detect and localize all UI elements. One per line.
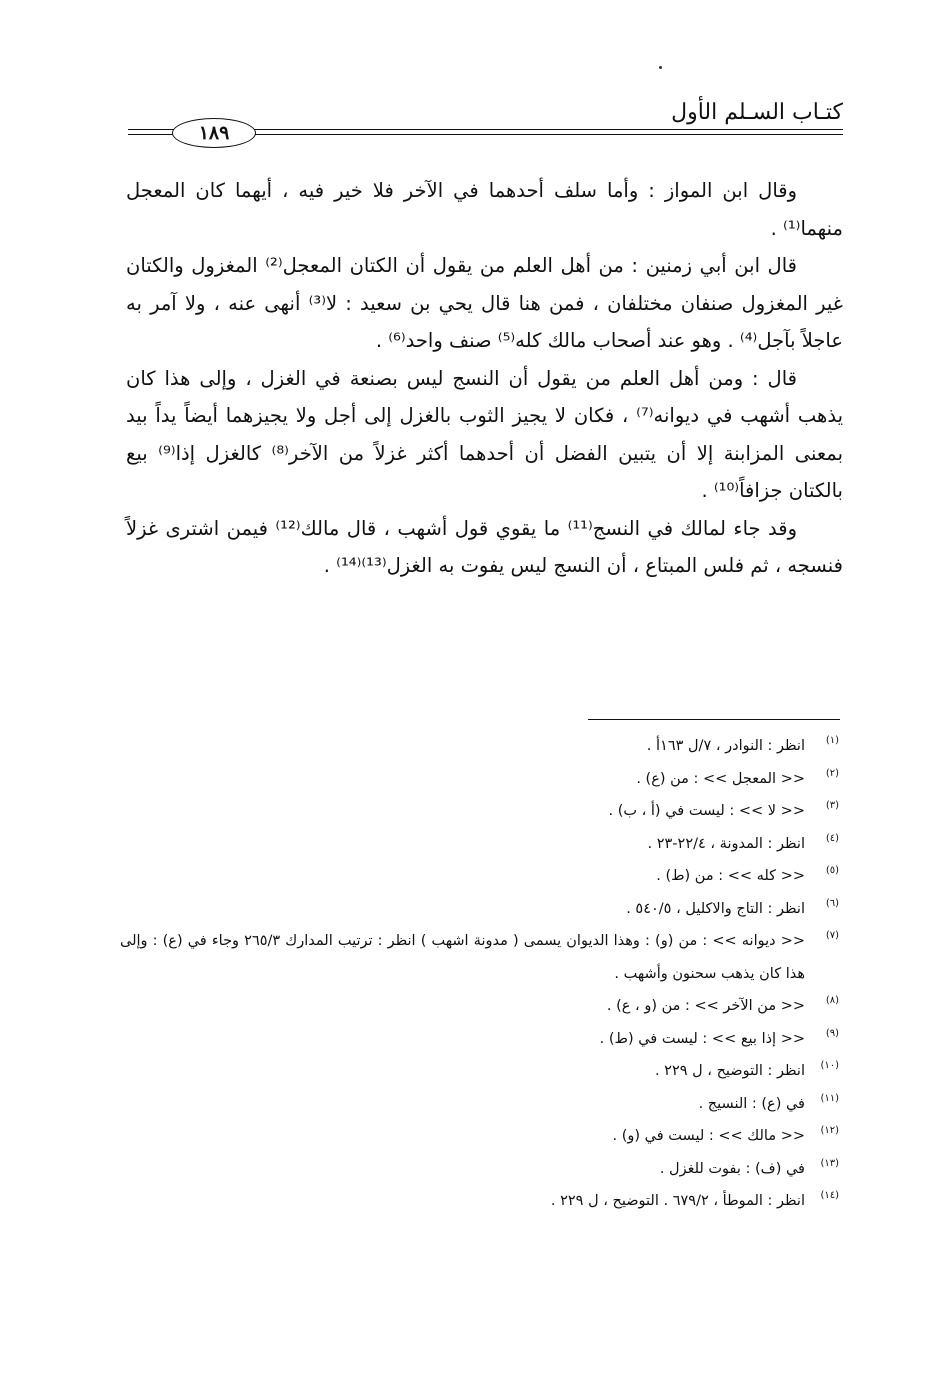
footnote-text: انظر : المدونة ، ٢٢/٤-٢٣ . <box>647 835 805 852</box>
footnote <box>120 893 839 926</box>
paragraph: وقال ابن المواز : وأما سلف أحدهما في الآخر فلا خير فيه ، أيهما كان المعجل منهما⁽¹⁾ . <box>126 179 843 240</box>
footnote-number: (١٣) <box>820 1157 839 1169</box>
scan-speck <box>659 66 662 69</box>
footnote-text: << من الآخر >> : من (و ، ع) . <box>606 998 805 1014</box>
footnote-number: (٤) <box>825 832 839 844</box>
footnote-text: << المعجل >> : من (ع) . <box>636 770 805 787</box>
footnote <box>120 730 839 763</box>
footnote-number: (٦) <box>825 897 839 909</box>
footnote <box>120 1023 839 1056</box>
footnote-number: (٨) <box>825 995 839 1006</box>
paragraph: وقد جاء لمالك في النسج⁽¹¹⁾ ما يقوي قول أشهب ، قال مالك⁽¹²⁾ فيمن اشترى غزلاً فنسجه ، ثم فلس المبتاع ، أن النسج ليس يفوت به الغزل⁽¹³⁾⁽¹⁴⁾ . <box>126 516 843 577</box>
footnote-text: في (ف) : بفوت للغزل . <box>659 1160 805 1177</box>
footnote-text: انظر : التوضيح ، ل ٢٢٩ . <box>654 1063 805 1079</box>
footnote <box>120 860 839 893</box>
footnote <box>120 763 839 796</box>
footnote-text: << لا >> : ليست في (أ ، ب) . <box>608 803 805 819</box>
header-rule-right <box>250 134 843 135</box>
footnote <box>120 925 839 990</box>
footnote-number: (٥) <box>825 865 839 876</box>
header-rule-left <box>128 134 178 135</box>
footnote-number: (٣) <box>825 800 839 811</box>
footnotes <box>120 730 839 1218</box>
footnote-number: (١٢) <box>820 1125 839 1136</box>
footnote-number: (١) <box>825 735 839 746</box>
footnote-text: << إذا بيع >> : ليست في (ط) . <box>599 1030 805 1047</box>
page-number: ١٨٩ <box>172 118 256 148</box>
footnote <box>120 795 839 828</box>
footnote-number: (٢) <box>825 767 839 779</box>
footnote <box>120 828 839 861</box>
footnote-number: (٧) <box>825 930 839 941</box>
footnote <box>120 1120 839 1153</box>
footnote-number: (١٠) <box>820 1060 839 1071</box>
footnote <box>120 1153 839 1186</box>
paragraph: قال : ومن أهل العلم من يقول أن النسج ليس بصنعة في الغزل ، وإلى هذا كان يذهب أشهب في ديوانه⁽⁷⁾ ، فكان لا يجيز الثوب بالغزل إلى أجل ولا يجيزهما أيضاً يداً بيد بمعنى المزابنة إلا أن يتبين الفضل أن أحدهما أكثر غزلاً من الآخر⁽⁸⁾ كالغزل إذا⁽⁹⁾ بيع بالكتان جزافاً⁽¹⁰⁾ . <box>126 366 843 502</box>
footnote-number: (٩) <box>825 1027 839 1039</box>
footnote-text: في (ع) : النسيج . <box>698 1095 805 1112</box>
footnote <box>120 1185 839 1218</box>
footnote-text: << كله >> : من (ط) . <box>656 868 805 884</box>
footnote <box>120 1055 839 1088</box>
footnote <box>120 1088 839 1121</box>
footnote-text: انظر : النوادر ، ٧/ل ١٦٣أ . <box>646 738 805 754</box>
footnote-text: انظر : التاج والاكليل ، ٥٤٠/٥ . <box>626 900 805 917</box>
footnote <box>120 990 839 1023</box>
footnote-separator <box>588 719 840 720</box>
footnote-number: (١٤) <box>820 1190 839 1201</box>
running-header-title: كتـاب السـلم الأول <box>671 100 843 125</box>
paragraph: قال ابن أبي زمنين : من أهل العلم من يقول أن الكتان المعجل⁽²⁾ المغزول والكتان غير المغزول صنفان مختلفان ، فمن هنا قال يحي بن سعيد : لا⁽³⁾ أنهى عنه ، ولا آمر به عاجلاً بآجل⁽⁴⁾ . وهو عند أصحاب مالك كله⁽⁵⁾ صنف واحد⁽⁶⁾ . <box>126 254 843 352</box>
main-text <box>126 172 843 585</box>
footnote-text: << مالك >> : ليست في (و) . <box>612 1128 805 1144</box>
footnote-text: << ديوانه >> : من (و) : وهذا الديوان يسمى ( مدونة اشهب ) انظر : ترتيب المدارك ٢٦٥/٣ وجاء في (ع) : وإلى هذا كان يذهب سحنون وأشهب . <box>120 933 805 982</box>
footnote-number: (١١) <box>820 1092 839 1104</box>
footnote-text: انظر : الموطأ ، ٦٧٩/٢ . التوضيح ، ل ٢٢٩ . <box>550 1193 805 1209</box>
